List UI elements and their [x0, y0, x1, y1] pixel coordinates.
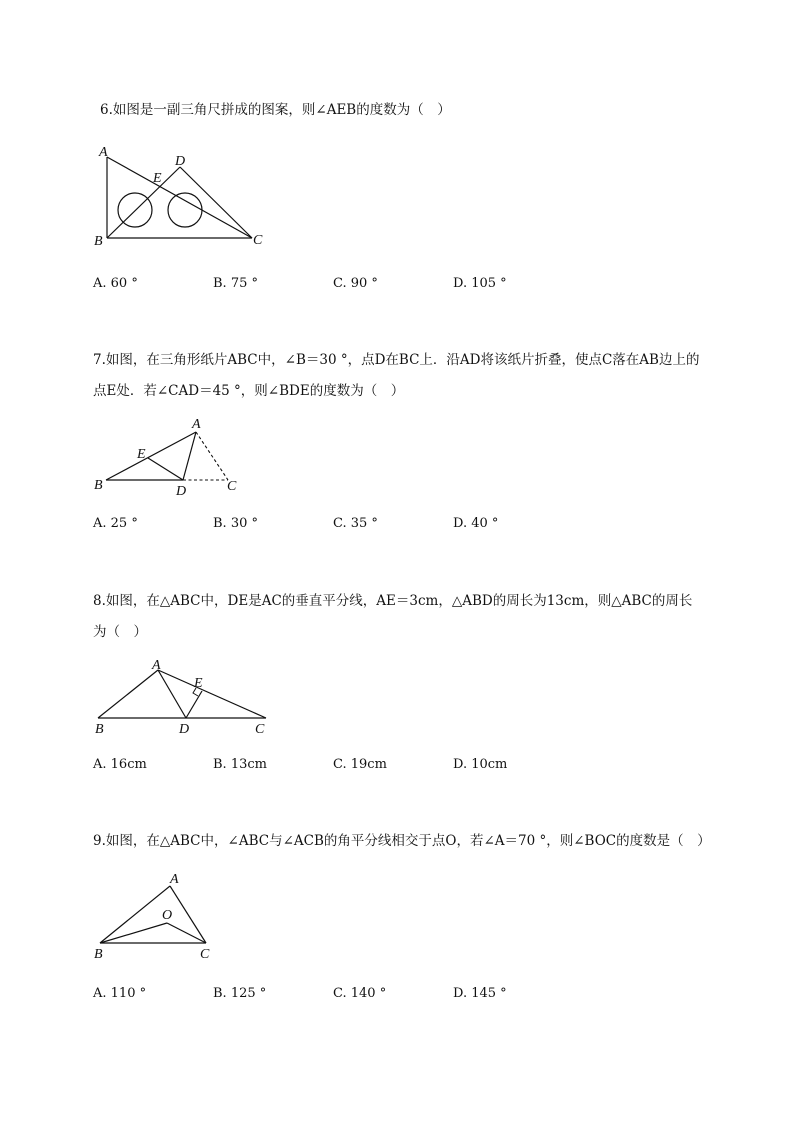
- label-b: B: [94, 234, 103, 249]
- label-o: O: [162, 908, 173, 923]
- q8-option-a[interactable]: A. 16cm: [93, 757, 147, 772]
- q9-option-d[interactable]: D. 145 °: [453, 986, 507, 1001]
- label-c: C: [253, 233, 263, 248]
- label-a: A: [99, 145, 108, 160]
- question-6-text: 6.如图是一副三角尺拼成的图案，则∠AEB的度数为（ ）: [100, 102, 451, 118]
- label-d: D: [175, 154, 186, 169]
- label-b: B: [94, 478, 103, 493]
- question-9-figure: [90, 868, 240, 968]
- segment-ba: [100, 886, 173, 943]
- label-c: C: [227, 479, 237, 494]
- q9-option-a[interactable]: A. 110 °: [93, 986, 147, 1001]
- segment-ad: [158, 670, 186, 718]
- label-c: C: [255, 722, 265, 737]
- q6-option-c[interactable]: C. 90 °: [333, 276, 378, 291]
- question-7-text-line1: 7.如图，在三角形纸片ABC中，∠B＝30 °，点D在BC上．沿AD将该纸片折叠，使点C落在AB边上的: [93, 352, 700, 368]
- label-e: E: [194, 676, 203, 691]
- segment-ac: [158, 670, 266, 718]
- segment-bo: [100, 923, 167, 943]
- q7-option-a[interactable]: A. 25 °: [93, 516, 138, 531]
- q8-option-c[interactable]: C. 19cm: [333, 757, 387, 772]
- segment-ac-dashed: [196, 432, 228, 480]
- question-6-figure: [90, 140, 290, 255]
- label-a: A: [152, 658, 161, 673]
- segment-ba: [106, 432, 196, 480]
- segment-dc: [180, 167, 252, 238]
- label-e: E: [153, 171, 162, 186]
- q7-option-d[interactable]: D. 40 °: [453, 516, 499, 531]
- label-b: B: [94, 947, 103, 962]
- q9-option-b[interactable]: B. 125 °: [213, 986, 267, 1001]
- label-e: E: [137, 447, 146, 462]
- q8-option-d[interactable]: D. 10cm: [453, 757, 508, 772]
- q9-option-c[interactable]: C. 140 °: [333, 986, 387, 1001]
- label-b: B: [95, 722, 104, 737]
- q7-option-b[interactable]: B. 30 °: [213, 516, 258, 531]
- segment-ac: [170, 886, 206, 943]
- question-9-text: 9.如图，在△ABC中，∠ABC与∠ACB的角平分线相交于点O，若∠A＝70 °，则∠BOC的度数是（ ）: [93, 833, 711, 849]
- q6-option-a[interactable]: A. 60 °: [93, 276, 138, 291]
- q6-option-b[interactable]: B. 75 °: [213, 276, 258, 291]
- label-c: C: [200, 947, 210, 962]
- question-8-text-line2: 为（ ）: [93, 624, 147, 640]
- q6-option-d[interactable]: D. 105 °: [453, 276, 507, 291]
- segment-ad: [183, 432, 196, 480]
- segment-ba: [98, 670, 158, 718]
- segment-ed: [148, 458, 183, 480]
- question-8-text-line1: 8.如图，在△ABC中，DE是AC的垂直平分线，AE＝3cm，△ABD的周长为13cm，则△ABC的周长: [93, 593, 693, 609]
- label-d: D: [176, 484, 187, 499]
- q8-option-b[interactable]: B. 13cm: [213, 757, 267, 772]
- label-a: A: [170, 872, 179, 887]
- segment-de: [186, 691, 202, 718]
- q7-option-c[interactable]: C. 35 °: [333, 516, 378, 531]
- question-7-figure: [90, 412, 260, 502]
- question-8-figure: [90, 654, 280, 739]
- label-d: D: [179, 722, 190, 737]
- question-7-text-line2: 点E处．若∠CAD＝45 °，则∠BDE的度数为（ ）: [93, 383, 405, 399]
- label-a: A: [192, 417, 201, 432]
- ruler-hole-right: [168, 193, 202, 227]
